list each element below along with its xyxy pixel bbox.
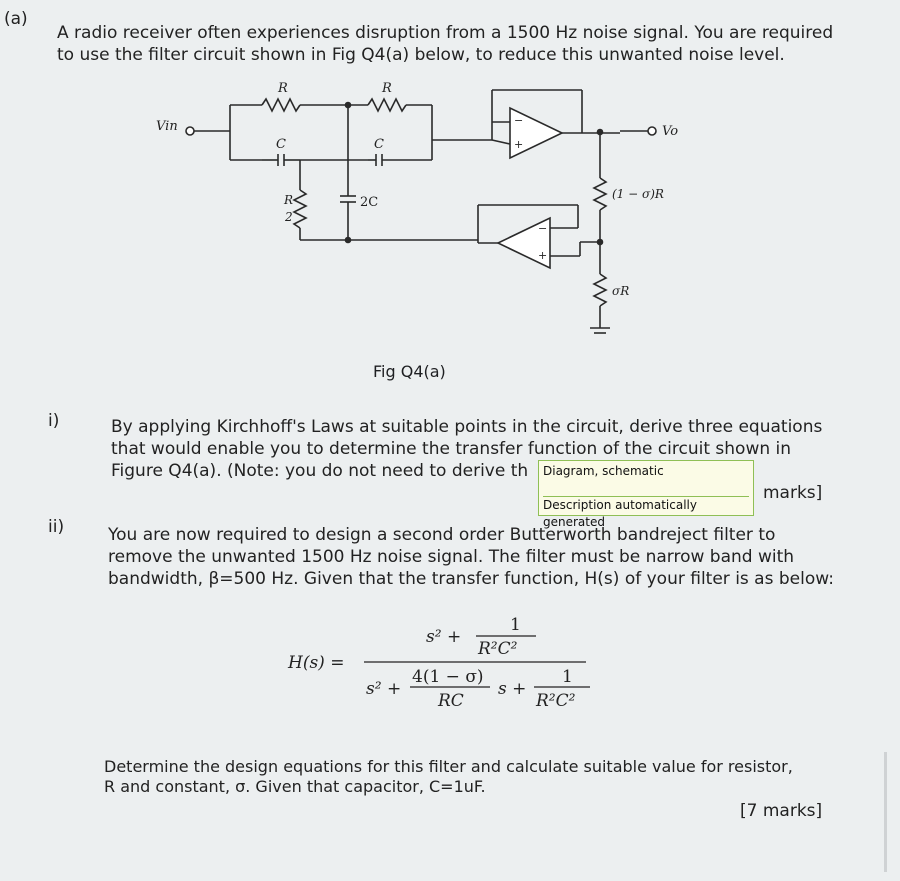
part-i-line-2: that would enable you to determine the transfer function of the circuit shown in <box>111 439 792 459</box>
resistor-1-sigma-r <box>594 178 606 210</box>
figure-caption: Fig Q4(a) <box>373 362 446 381</box>
resistor-sigma-r <box>594 274 606 306</box>
label-c1: C <box>276 137 286 152</box>
formula-num-den: R²C² <box>478 639 518 659</box>
label-c2: C <box>374 137 384 152</box>
intro-line-2: to use the filter circuit shown in Fig Q4(a) below, to reduce this unwanted noise level. <box>57 45 785 65</box>
filter-circuit-schematic <box>150 78 710 348</box>
part-i-line-3: Figure Q4(a). (Note: you do not need to derive th <box>111 461 529 481</box>
label-r1: R <box>278 81 288 96</box>
alt-text-tooltip <box>538 460 754 529</box>
formula-num-one: 1 <box>510 615 521 635</box>
label-r2: R <box>382 81 392 96</box>
label-sigma-r: σR <box>612 284 630 298</box>
resistor-r-half <box>294 190 306 228</box>
label-1-sigma-r: (1 − σ)R <box>612 187 664 201</box>
part-i-line-1: By applying Kirchhoff's Laws at suitable points in the circuit, derive three equations <box>111 417 823 437</box>
formula-num-s2: s² + <box>426 627 462 647</box>
resistor-r2 <box>368 99 406 111</box>
formula-lhs: H(s) = <box>288 653 345 673</box>
part-ii-marks: [7 marks] <box>740 801 823 821</box>
task-line-2: R and constant, σ. Given that capacitor, C=1uF. <box>104 777 486 796</box>
transfer-function-formula <box>280 610 610 720</box>
label-r-half-num: R <box>284 193 294 207</box>
part-ii-label: ii) <box>48 517 65 537</box>
vin-terminal <box>186 127 194 135</box>
formula-den-den: R²C² <box>536 691 576 711</box>
resistor-r1 <box>262 99 300 111</box>
tooltip-line-1: Diagram, schematic <box>543 464 664 478</box>
opamp1-minus: − <box>514 114 524 127</box>
page-edge-divider <box>884 752 887 872</box>
intro-line-1: A radio receiver often experiences disruption from a 1500 Hz noise signal. You are required <box>57 23 834 43</box>
opamp2-plus: + <box>538 249 548 262</box>
formula-den-one: 1 <box>562 667 573 687</box>
formula-den-s2: s² + <box>366 679 402 699</box>
label-vo: Vo <box>662 124 679 139</box>
formula-den-s: s + <box>498 679 527 699</box>
task-line-1: Determine the design equations for this filter and calculate suitable value for resistor, <box>104 757 793 776</box>
opamp2-minus: − <box>538 222 548 235</box>
part-label: (a) <box>4 9 28 29</box>
formula-den-frac-den: RC <box>438 691 464 711</box>
part-ii-line-1: You are now required to design a second order Butterworth bandreject filter to <box>108 525 776 545</box>
formula-den-frac-num: 4(1 − σ) <box>412 667 484 687</box>
part-ii-line-3: bandwidth, β=500 Hz. Given that the transfer function, H(s) of your filter is as below: <box>108 569 834 589</box>
part-i-label: i) <box>48 411 60 431</box>
part-i-marks: marks] <box>763 483 823 503</box>
label-2c: 2C <box>360 195 379 210</box>
label-vin: Vin <box>156 119 178 134</box>
vo-terminal <box>648 127 656 135</box>
label-r-half-den: 2 <box>285 210 293 224</box>
opamp1-plus: + <box>514 138 524 151</box>
part-ii-line-2: remove the unwanted 1500 Hz noise signal. The filter must be narrow band with <box>108 547 795 567</box>
tooltip-line-2: Description automatically generated <box>543 496 749 531</box>
